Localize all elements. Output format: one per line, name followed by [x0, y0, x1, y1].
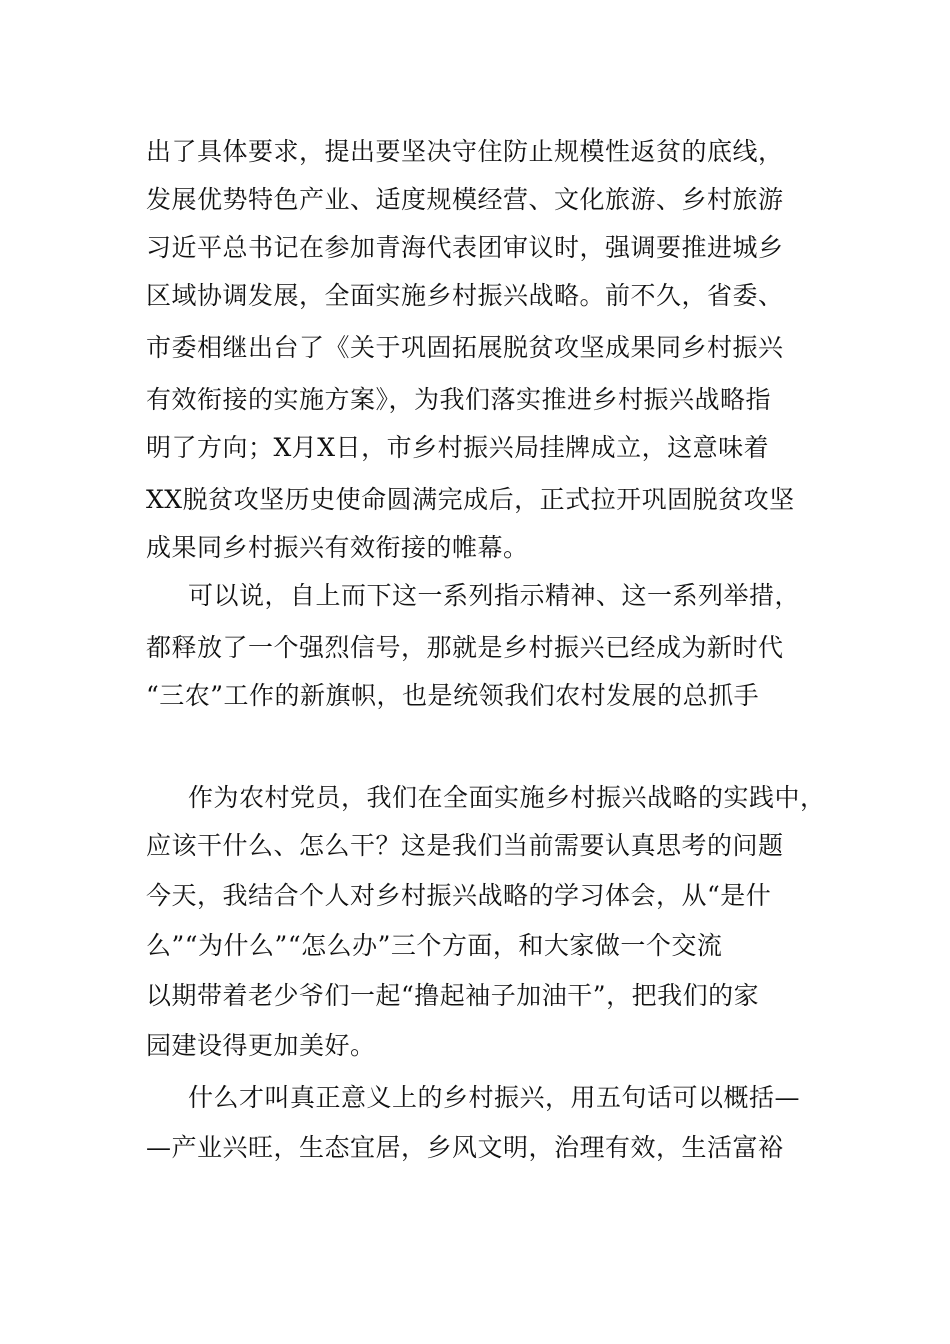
text-line: 明了方向；X月X日，市乡村振兴局挂牌成立，这意味着	[146, 433, 770, 462]
text-line: “三农”工作的新旗帜，也是统领我们农村发展的总抓手	[146, 681, 760, 710]
text-line: 作为农村党员，我们在全面实施乡村振兴战略的实践中，	[188, 783, 826, 812]
text-line: 园建设得更加美好。	[146, 1031, 376, 1060]
text-line: —产业兴旺，生态宜居，乡风文明，治理有效，生活富裕	[146, 1133, 784, 1162]
text-line: 可以说，自上而下这一系列指示精神、这一系列举措，	[188, 581, 801, 610]
text-line: 成果同乡村振兴有效衔接的帷幕。	[146, 533, 529, 562]
text-line: 区域协调发展，全面实施乡村振兴战略。前不久，省委、	[146, 281, 784, 310]
text-line: 习近平总书记在参加青海代表团审议时，强调要推进城乡	[146, 233, 784, 262]
text-line: 市委相继出台了《关于巩固拓展脱贫攻坚成果同乡村振兴	[146, 333, 784, 362]
text-line: 出了具体要求，提出要坚决守住防止规模性返贫的底线，	[146, 137, 784, 166]
text-line: 都释放了一个强烈信号，那就是乡村振兴已经成为新时代	[146, 633, 784, 662]
text-line: 应该干什么、怎么干？这是我们当前需要认真思考的问题	[146, 831, 784, 860]
text-line: 有效衔接的实施方案》，为我们落实推进乡村振兴战略指	[146, 385, 772, 414]
text-line: 今天，我结合个人对乡村振兴战略的学习体会，从“是什	[146, 881, 772, 910]
text-line: 么”“为什么”“怎么办”三个方面，和大家做一个交流	[146, 931, 723, 960]
text-line: XX脱贫攻坚历史使命圆满完成后，正式拉开巩固脱贫攻坚	[146, 485, 795, 514]
text-line: 什么才叫真正意义上的乡村振兴，用五句话可以概括—	[188, 1083, 801, 1112]
text-line: 发展优势特色产业、适度规模经营、文化旅游、乡村旅游	[146, 185, 784, 214]
text-line: 以期带着老少爷们一起“撸起袖子加油干”，把我们的家	[146, 981, 760, 1010]
